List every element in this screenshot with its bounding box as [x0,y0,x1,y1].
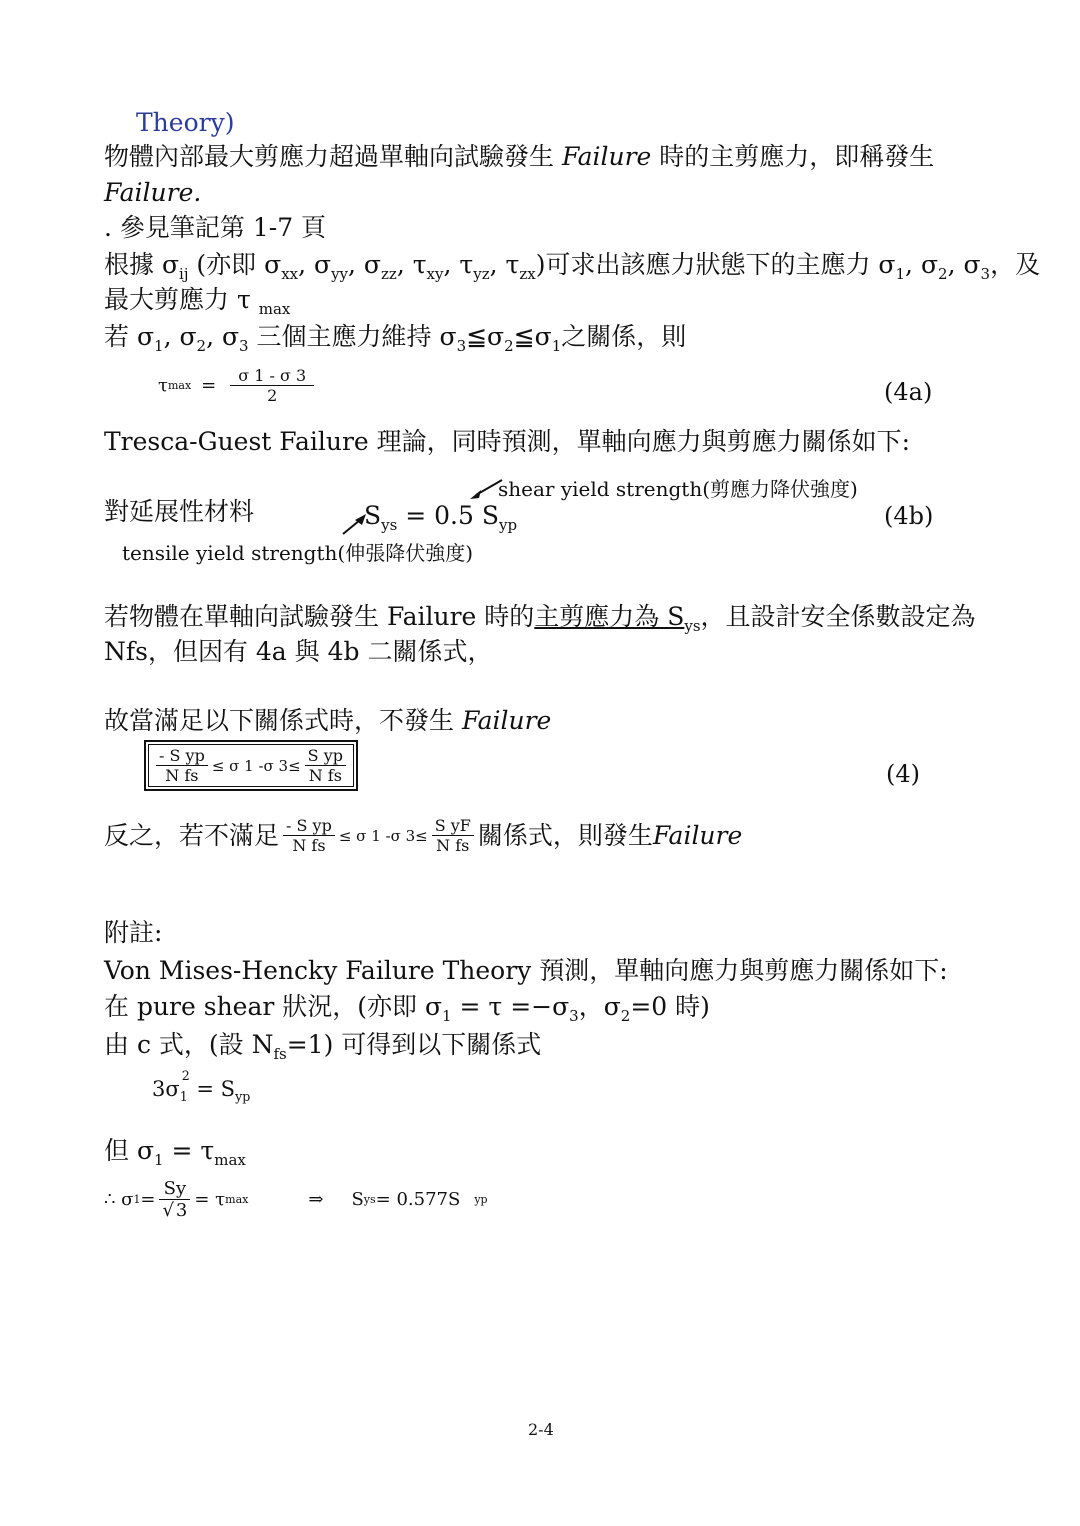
text: = τ =−σ [451,992,570,1021]
fraction-right [432,816,474,855]
text: , σ [947,250,981,279]
subscript: xx [281,265,299,283]
fraction [159,1178,190,1221]
text: 關係式，則發生 [477,820,653,850]
subscript: 1 [133,1193,141,1206]
paragraph-2-line-1 [104,250,1040,283]
equation-square [152,1068,251,1105]
text: = τ [194,1189,226,1210]
text: 3σ [152,1077,180,1101]
tresca-line: Tresca-Guest Failure 理論，同時預測，單軸向應力與剪應力關係如下: [104,427,911,456]
failure-term: Failure [561,142,652,171]
implies-symbol: ⇒ [308,1189,324,1210]
text: , σ [206,322,240,351]
denominator: 3 [175,1200,188,1221]
subscript: zz [381,265,397,283]
text: = τ [163,1136,215,1165]
text: , τ [489,250,520,279]
fraction [230,366,314,405]
subscript: xy [426,265,444,283]
text: = S [189,1077,236,1101]
subscript: 3 [980,265,991,283]
inequality-box [144,740,358,791]
middle-term: ≤ σ 1 -σ 3≤ [211,756,301,775]
denominator: 2 [267,386,278,405]
text: 最大剪應力 τ [104,285,259,314]
text: 但 σ [104,1136,155,1165]
subscript: 1 [551,337,562,355]
text: ≦σ [466,322,505,351]
denominator: N fs [308,766,342,785]
subscript: yz [473,265,490,283]
equals: = [201,375,217,396]
page-number: 2-4 [528,1420,554,1439]
equation-number-4b: (4b) [884,502,934,530]
text: 反之，若不滿足 [104,820,280,850]
subscript: yp [235,1089,251,1105]
tau-symbol: τ [158,375,168,396]
failure-term: Failure [461,706,552,735]
note-reference: . 參見筆記第 1-7 頁 [104,213,327,242]
arrow-icon [340,512,368,536]
shear-yield-note: shear yield strength(剪應力降伏強度) [498,477,858,501]
denominator: N fs [436,836,470,855]
text: S [351,1189,364,1210]
inequality [144,740,358,791]
paragraph-4-line-2: Nfs，但因有 4a 與 4b 二關係式， [104,637,493,666]
subscript: 3 [456,337,467,355]
text: 主剪應力為 S [534,602,685,631]
text: ，且設計安全係數設定為 [700,602,976,631]
paragraph-3 [104,322,686,355]
subscript: 2 [938,265,948,283]
text: )可求出該應力狀態下的主應力 σ [535,250,896,279]
therefore-line [104,1178,488,1221]
subscript: 1 [154,1151,164,1169]
subscript: max [225,1193,249,1206]
subscript: 1 [154,337,164,355]
text: , σ [298,250,332,279]
fraction-left [156,746,208,785]
subscript: ys [684,617,701,635]
numerator: - S yp [156,746,208,766]
text: 若物體在單軸向試驗發生 Failure 時的 [104,602,535,631]
text: 在 pure shear 狀況，(亦即 σ [104,992,443,1021]
numerator: Sy [159,1178,190,1200]
text: 若 σ [104,322,155,351]
equation-number-4a: (4a) [884,378,933,406]
underlined-text [534,602,701,635]
subscript: 2 [620,1007,631,1025]
equation-4a [158,366,318,405]
subscript: 1 [179,1089,188,1105]
superscript: 2 [181,1068,190,1083]
text: 物體內部最大剪應力超過單軸向試驗發生 [104,142,562,171]
text: 之關係，則 [561,322,687,351]
text: =1) 可得到以下關係式 [286,1030,542,1059]
text: = 0.5 S [397,501,499,530]
text: , τ [396,250,427,279]
text: , σ [905,250,939,279]
subscript: 2 [196,337,207,355]
subscript: ys [363,1193,376,1206]
equation-4b [364,501,517,534]
text: 故當滿足以下關係式時，不發生 [104,706,462,735]
numerator: σ 1 - σ 3 [230,366,314,386]
subscript: yy [331,265,349,283]
appendix-label: 附註: [104,918,163,947]
subscript: max [214,1151,246,1169]
ductile-label: 對延展性材料 [104,497,255,526]
subscript: yp [474,1193,488,1206]
fraction-left [283,816,335,855]
text: = 0.577S [375,1189,461,1210]
text: S [364,501,382,530]
text: ，及 [990,250,1041,279]
subscript: ys [381,516,398,534]
text: , σ [348,250,381,279]
sqrt-denominator: √ 3 [162,1200,188,1221]
subscript: yp [499,516,518,534]
middle-term: ≤ σ 1 -σ 3≤ [338,826,428,845]
numerator: S yF [432,816,474,836]
equals: = [140,1189,156,1210]
numerator: - S yp [283,816,335,836]
denominator: N fs [292,836,326,855]
subscript: 3 [569,1007,579,1025]
text: ∴ σ [104,1189,134,1210]
subscript: ij [179,265,189,283]
heading-fragment: Theory) [136,108,235,137]
equation-number-4: (4) [886,760,920,788]
paragraph-4-line-1 [104,602,976,635]
subscript: 2 [504,337,514,355]
paragraph-1-line-2: Failure. [104,178,202,207]
pure-shear-line [104,992,710,1025]
text: 時的主剪應力，即稱發生 [651,142,935,171]
subscript: fs [273,1045,287,1063]
text: ，σ [578,992,621,1021]
text: (亦即 σ [188,250,282,279]
von-mises-line: Von Mises-Hencky Failure Theory 預測，單軸向應力與剪應力關係如下: [104,956,948,985]
text: 由 c 式，(設 N [104,1030,274,1059]
from-c-line [104,1030,541,1063]
text: , σ [163,322,197,351]
but-line [104,1136,246,1169]
arrow-icon [468,478,504,500]
text: 三個主應力維持 σ [256,322,457,351]
fraction-right [305,746,346,785]
text: ≦σ [513,322,552,351]
numerator: S yp [305,746,346,766]
tensile-yield-note: tensile yield strength(伸張降伏強度) [122,541,473,565]
text: =0 時) [630,992,710,1021]
paragraph-5 [104,706,551,736]
denominator: N fs [165,766,199,785]
text: 根據 σ [104,250,180,279]
subscript: zx [519,265,536,283]
subscript: 1 [895,265,906,283]
paragraph-1-line-1 [104,142,934,172]
paragraph-2-line-2 [104,285,290,318]
text: , τ [443,250,474,279]
failure-term: Failure [652,820,743,850]
subscript: 1 [442,1007,452,1025]
subscript: max [258,300,291,318]
subscript: max [167,379,192,392]
subscript: 3 [239,337,249,355]
paragraph-6 [104,816,742,855]
